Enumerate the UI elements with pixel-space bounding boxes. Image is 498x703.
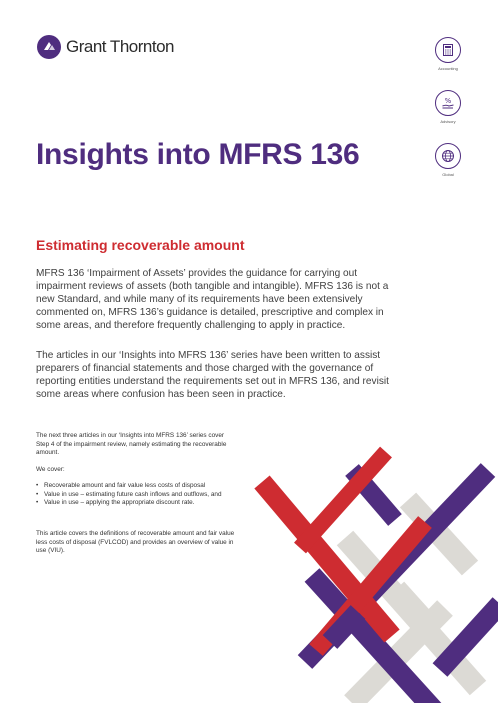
closing-paragraph: This article covers the definitions of recoverable amount and fair value less costs of disposal (FVLCOD) and provides an overview of value in use (VIU).	[36, 530, 235, 555]
list-item: • Value in use – applying the appropriate discount rate.	[36, 499, 236, 508]
sidebar-intro: The next three articles in our ‘Insights into MFRS 136’ series cover Step 4 of the impairment review, namely estimating the recoverable amount.	[36, 432, 227, 457]
section-subtitle: Estimating recoverable amount	[36, 237, 245, 253]
brand-name: Grant Thornton	[66, 37, 174, 56]
advisory-label: Advisory	[440, 119, 456, 124]
page-title: Insights into MFRS 136	[36, 138, 360, 171]
list-item: • Value in use – estimating future cash inflows and outflows, and	[36, 491, 236, 500]
intro-paragraph: MFRS 136 ‘Impairment of Assets’ provides the guidance for carrying out impairment reviews of assets (both tangible and intangible). MFRS 136 is not a new Standard, and while many of its requirements have been extensively commented on, MFRS 136’s guidance is detailed, prescriptive and complex in some areas, and therefore frequently challenging to apply in practice.	[36, 268, 389, 331]
accounting-label: Accounting	[438, 66, 458, 71]
series-paragraph: The articles in our ‘Insights into MFRS 136’ series have been written to assist preparers of financial statements and those charged with the governance of reporting entities understand the requirements set out in MFRS 136, and revisit some areas where confusion has been seen in practice.	[36, 350, 389, 400]
we-cover-label: We cover:	[36, 466, 65, 473]
svg-text:%: %	[444, 97, 452, 105]
global-label: Global	[442, 172, 454, 177]
list-item: • Recoverable amount and fair value less costs of disposal	[36, 482, 236, 491]
